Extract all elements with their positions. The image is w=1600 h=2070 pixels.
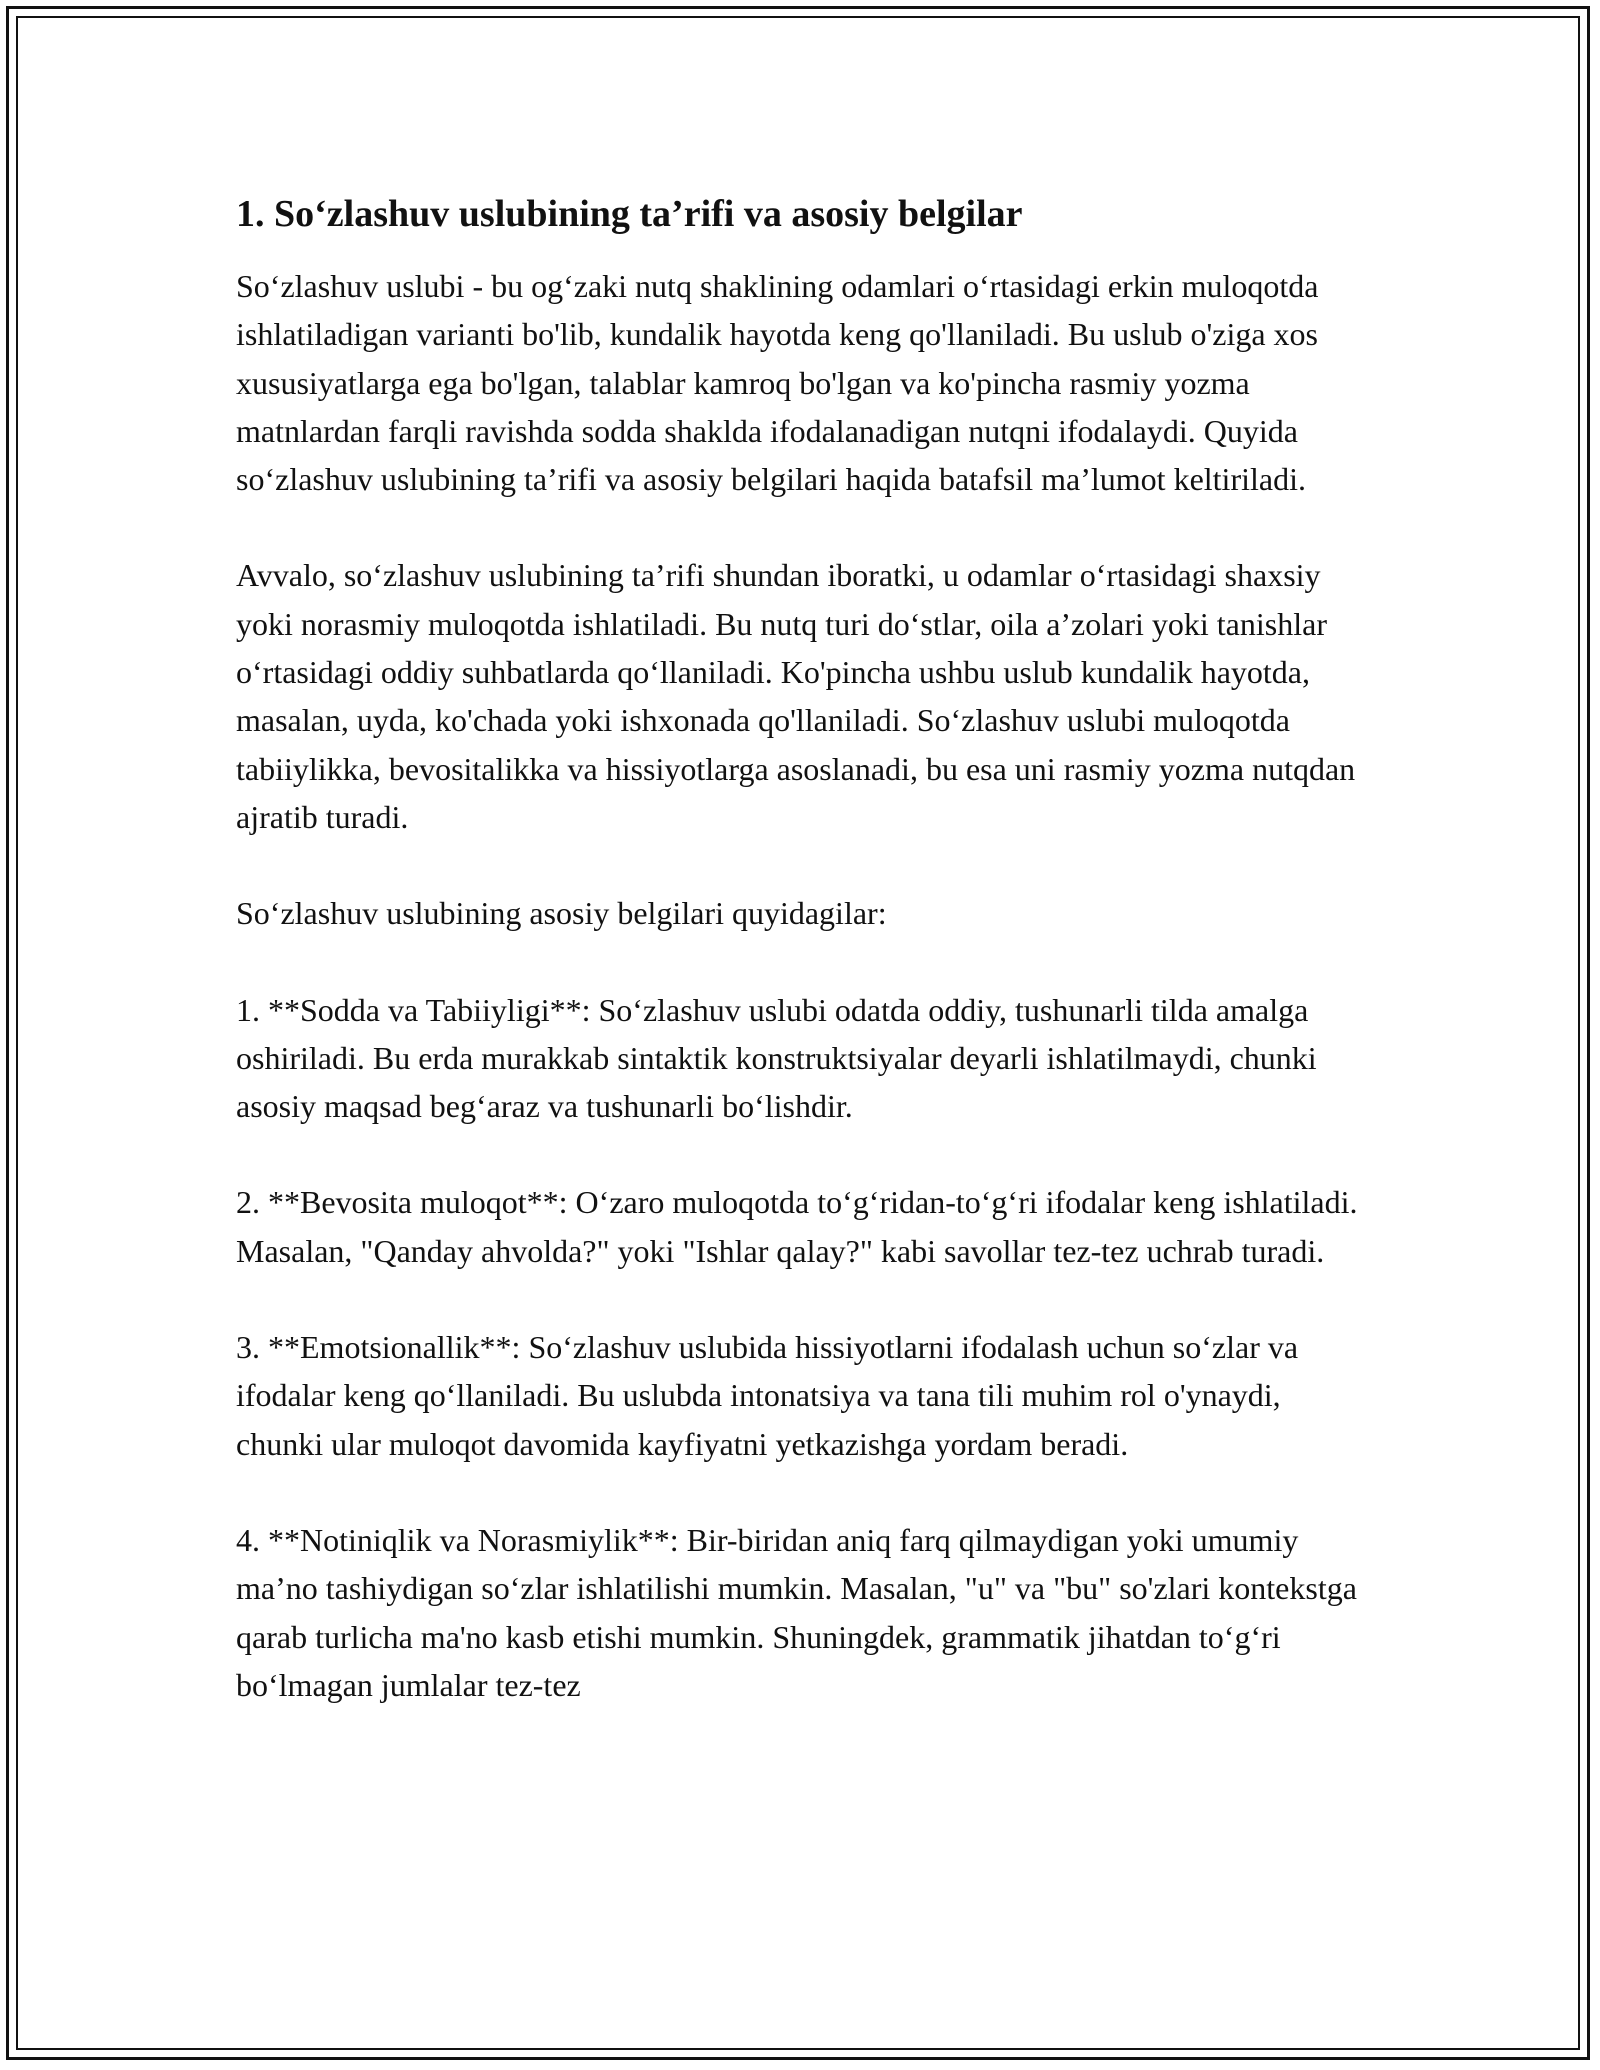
list-item-emotionality: 3. **Emotsionallik**: So‘zlashuv uslubida hissiyotlarni ifodalash uchun so‘zlar va ifodalar keng qo‘llaniladi. Bu uslubda intonatsiya va tana tili muhim rol o'ynaydi, chunki ular muloqot davomida kayfiyatni yetkazishga yordam beradi. (236, 1329, 1299, 1462)
paragraph-definition: So‘zlashuv uslubi - bu og‘zaki nutq shaklining odamlari o‘rtasidagi erkin muloqotda ishlatiladigan varianti bo'lib, kundalik hayotda keng qo'llaniladi. Bu uslub o'ziga xos xususiyatlarga ega bo'lgan, talablar kamroq bo'lgan va ko'pincha rasmiy yozma matnlardan farqli ravishda sodda shaklda ifodalanadigan nutqni ifodalaydi. Quyida so‘zlashuv uslubining ta’rifi va asosiy belgilari haqida batafsil ma’lumot keltiriladi. (236, 268, 1319, 498)
paragraph-usage: Avvalo, so‘zlashuv uslubining ta’rifi shundan iboratki, u odamlar o‘rtasidagi shaxsiy yoki norasmiy muloqotda ishlatiladi. Bu nutq turi do‘stlar, oila a’zolari yoki tanishlar o‘rtasidagi oddiy suhbatlarda qo‘llaniladi. Ko'pincha ushbu uslub kundalik hayotda, masalan, uyda, ko'chada yoki ishxonada qo'llaniladi. So‘zlashuv uslubi muloqotda tabiiylikka, bevositalikka va hissiyotlarga asoslanadi, bu esa uni rasmiy yozma nutqdan ajratib turadi. (236, 557, 1356, 835)
list-item-direct-communication: 2. **Bevosita muloqot**: O‘zaro muloqotda to‘g‘ridan-to‘g‘ri ifodalar keng ishlatiladi. Masalan, "Qanday ahvolda?" yoki "Ishlar qalay?" kabi savollar tez-tez uchrab turadi. (236, 1184, 1358, 1269)
paragraph-features-intro: So‘zlashuv uslubining asosiy belgilari quyidagilar: (236, 895, 887, 932)
list-item-informality: 4. **Notiniqlik va Norasmiylik**: Bir-biridan aniq farq qilmaydigan yoki umumiy ma’no tashiydigan so‘zlar ishlatilishi mumkin. Masalan, "u" va "bu" so'zlari kontekstga qarab turlicha ma'no kasb etishi mumkin. Shuningdek, grammatik jihatdan to‘g‘ri bo‘lmagan jumlalar tez-tez (236, 1521, 1357, 1703)
document-body (236, 190, 1366, 1709)
list-item-simplicity: 1. **Sodda va Tabiiyligi**: So‘zlashuv uslubi odatda oddiy, tushunarli tilda amalga oshiriladi. Bu erda murakkab sintaktik konstruktsiyalar deyarli ishlatilmaydi, chunki asosiy maqsad beg‘araz va tushunarli bo‘lishdir. (236, 991, 1317, 1125)
section-heading: 1. So‘zlashuv uslubining ta’rifi va asosiy belgilar (236, 193, 1023, 235)
